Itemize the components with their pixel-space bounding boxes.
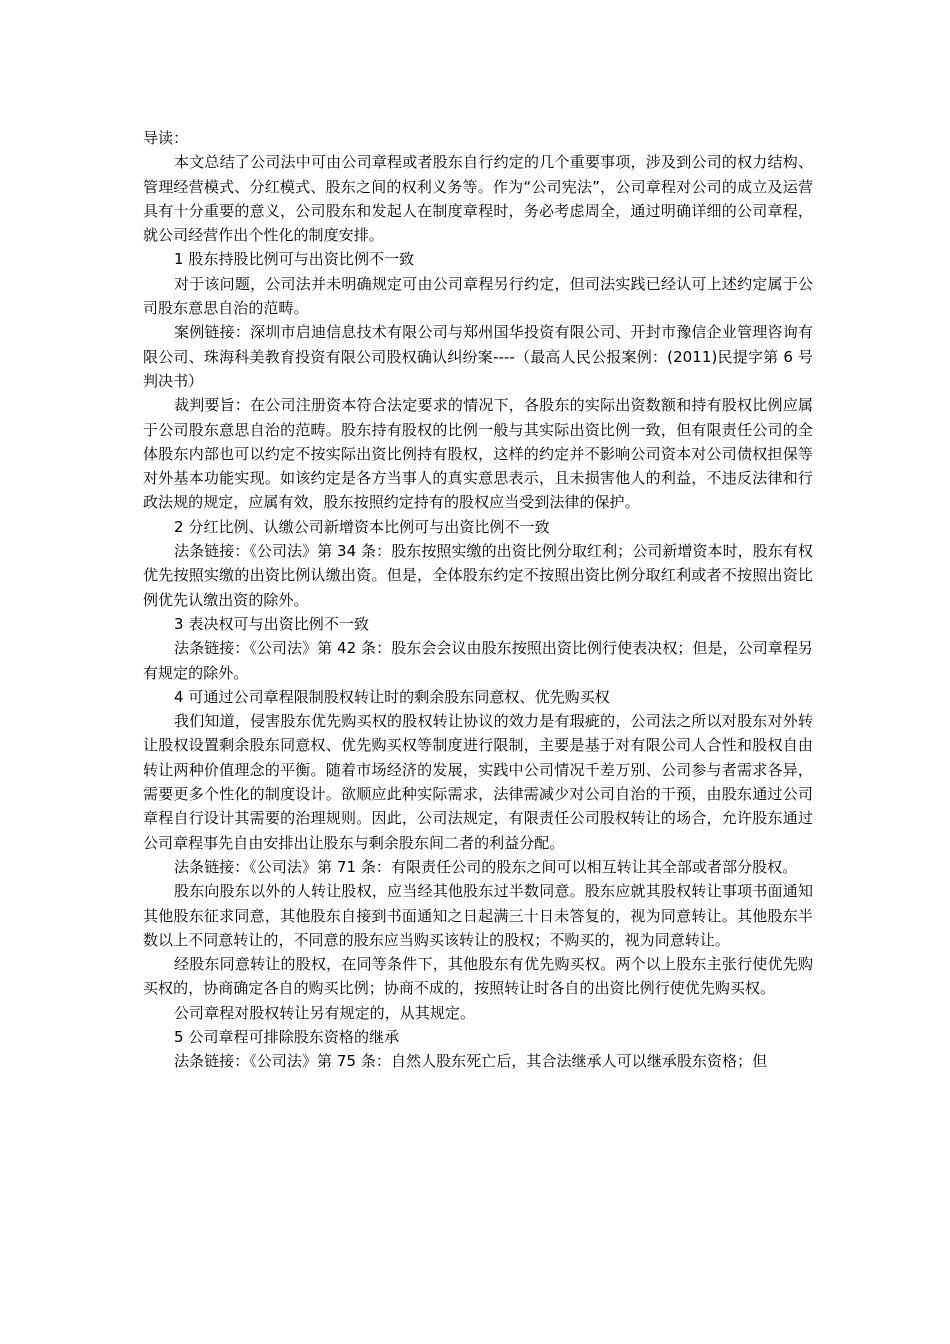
body-paragraph: 股东向股东以外的人转让股权，应当经其他股东过半数同意。股东应就其股权转让事项书面通知其他股东征求同意，其他股东自接到书面通知之日起满三十日未答复的，视为同意转让。其他股东半数以上不同意转让的，不同意的股东应当购买该转让的股权；不购买的，视为同意转让。: [143, 882, 813, 949]
intro-paragraph: 本文总结了公司法中可由公司章程或者股东自行约定的几个重要事项，涉及到公司的权力结构、管理经营模式、分红模式、股东之间的权利义务等。作为“公司宪法”，公司章程对公司的成立及运营具有十分重要的意义，公司股东和发起人在制度章程时，务必考虑周全，通过明确详细的公司章程，就公司经营作出个性化的制度安排。: [143, 153, 813, 245]
body-paragraph: 我们知道，侵害股东优先购买权的股权转让协议的效力是有瑕疵的，公司法之所以对股东对外转让股权设置剩余股东同意权、优先购买权等制度进行限制，主要是基于对有限公司人合性和股权自由转让两种价值理念的平衡。随着市场经济的发展，实践中公司情况千差万别、公司参与者需求各异，需要更多个性化的制度设计。欲顺应此种实际需求，法律需减少对公司自治的干预，由股东通过公司章程自行设计其需要的治理规则。因此，公司法规定，有限责任公司股权转让的场合，允许股东通过公司章程事先自由安排出让股东与剩余股东间二者的利益分配。: [143, 712, 813, 852]
body-paragraph: 经股东同意转让的股权，在同等条件下，其他股东有优先购买权。两个以上股东主张行使优先购买权的，协商确定各自的购买比例；协商不成的，按照转让时各自的出资比例行使优先购买权。: [143, 955, 813, 998]
body-paragraph: 对于该问题，公司法并未明确规定可由公司章程另行约定，但司法实践已经认可上述约定属于公司股东意思自治的范畴。: [143, 274, 813, 318]
law-link-paragraph: 法条链接：《公司法》第 71 条：有限责任公司的股东之间可以相互转让其全部或者部分股权。: [174, 857, 798, 876]
section-heading-3: 3 表决权可与出资比例不一致: [174, 614, 370, 633]
section-heading-2: 2 分红比例、认缴公司新增资本比例可与出资比例不一致: [174, 517, 550, 536]
body-paragraph: 公司章程对股权转让另有规定的，从其规定。: [174, 1003, 476, 1022]
law-link-paragraph: 法条链接：《公司法》第 75 条：自然人股东死亡后，其合法继承人可以继承股东资格；但: [174, 1052, 768, 1071]
ruling-paragraph: 裁判要旨：在公司注册资本符合法定要求的情况下，各股东的实际出资数额和持有股权比例应属于公司股东意思自治的范畴。股东持有股权的比例一般与其实际出资比例一致，但有限责任公司的全体股东内部也可以约定不按实际出资比例持有股权，这样的约定并不影响公司资本对公司债权担保等对外基本功能实现。如该约定是各方当事人的真实意思表示，且未损害他人的利益，不违反法律和行政法规的规定，应属有效，股东按照约定持有的股权应当受到法律的保护。: [143, 396, 813, 512]
section-heading-4: 4 可通过公司章程限制股权转让时的剩余股东同意权、优先购买权: [174, 687, 610, 706]
section-heading-5: 5 公司章程可排除股东资格的继承: [174, 1027, 400, 1046]
law-link-paragraph: 法条链接：《公司法》第 34 条：股东按照实缴的出资比例分取红利；公司新增资本时，股东有权优先按照实缴的出资比例认缴出资。但是，全体股东约定不按照出资比例分取红利或者不按照出资比例优先认缴出资的除外。: [143, 542, 813, 609]
case-link-paragraph: 案例链接：深圳市启迪信息技术有限公司与郑州国华投资有限公司、开封市豫信企业管理咨询有限公司、珠海科美教育投资有限公司股权确认纠纷案----（最高人民公报案例：(2011)民提字第 6 号判决书）: [143, 323, 813, 390]
law-link-paragraph: 法条链接：《公司法》第 42 条：股东会会议由股东按照出资比例行使表决权；但是，公司章程另有规定的除外。: [143, 639, 813, 682]
section-heading-1: 1 股东持股比例可与出资比例不一致: [174, 250, 415, 269]
intro-label: 导读：: [143, 129, 189, 147]
document-body: [143, 126, 813, 1074]
